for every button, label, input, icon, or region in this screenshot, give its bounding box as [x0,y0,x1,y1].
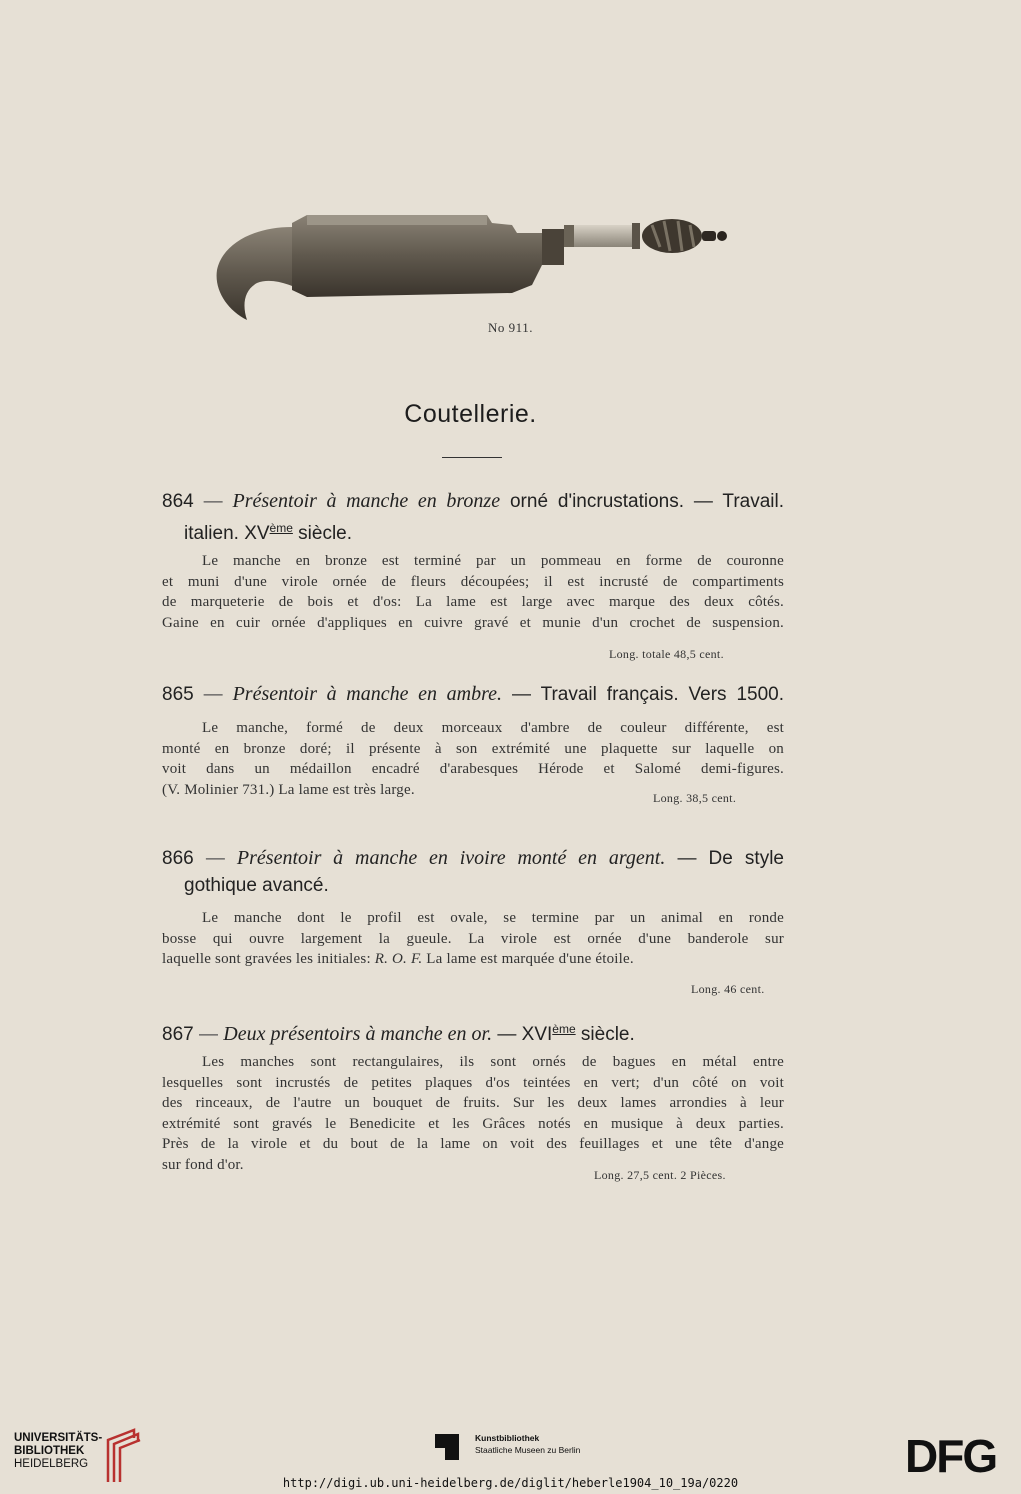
description-line: Le manche, formé de deux morceaux d'ambre de couleur différente, est [202,720,784,736]
description-line: de marqueterie de bois et d'os: La lame est large avec marque des deux côtés. [162,594,784,610]
entry-title-rest2: siècle. [580,1024,635,1045]
description-line: sur fond d'or. [162,1156,244,1173]
description-line: lesquelles sont incrustés de petites plaques d'os teintées en vert; d'un côté on voit [162,1074,784,1091]
kunstbibliothek-logo-icon [435,1434,459,1460]
museum-name: Staatliche Museen zu Berlin [475,1445,581,1455]
description-line: Le manche dont le profil est ovale, se termine par un animal en ronde [202,910,784,926]
description-line: laquelle sont gravées les initiales: R. O. F. La lame est marquée d'une étoile. [162,951,634,967]
description-line: Gaine en cuir ornée d'appliques en cuivre gravé et munie d'un crochet de suspension. [162,614,784,631]
entry-title-rest: orné d'incrustations. — Travail. [509,491,785,512]
title-rule [442,457,502,458]
entry-heading-line2: gothique avancé. [184,875,329,896]
entry-866-description [162,908,784,970]
entry-864-measure: Long. totale 48,5 cent. [609,647,724,661]
entry-heading-line2-rest: siècle. [298,523,353,544]
description-line: extrémité sont gravés le Benedicite et les Grâces notés en musique à deux parties. [162,1115,784,1132]
entry-865-description [162,718,784,800]
entry-865-measure: Long. 38,5 cent. [653,791,737,805]
description-line: Près de la virole et du bout de la lame on voit des feuillages et une tête d'ange [162,1136,784,1152]
knife-illustration [212,205,732,330]
superscript: ème [269,521,293,535]
entry-866-measure: Long. 46 cent. [691,982,765,996]
entry-number: 865 [162,684,194,705]
section-title: Coutellerie. [404,400,537,428]
entry-867-description [162,1052,784,1175]
description-line: monté en bronze doré; il présente à son extrémité une plaquette sur laquelle on [162,740,784,757]
entry-number: 867 [162,1024,194,1045]
entry-title: Présentoir à manche en ivoire monté en argent. [236,847,666,869]
entry-title: Présentoir à manche en bronze [232,490,501,512]
entry-title-rest: — De style [677,848,784,869]
description-line: Le manche en bronze est terminé par un pommeau en forme de couronne [202,553,784,569]
entry-864-description [162,551,784,633]
kunstbibliothek-name: Kunstbibliothek [475,1433,540,1443]
description-line: voit dans un médaillon encadré d'arabesques Hérode et Salomé demi-figures. [162,761,784,777]
university-library-name: UNIVERSITÄTS- BIBLIOTHEK HEIDELBERG [14,1432,103,1470]
entry-867-heading: 867 — Deux présentoirs à manche en or. — XVIème siècle. [162,1022,635,1045]
entry-title: Présentoir à manche en ambre. [232,683,503,705]
entry-866-heading: 866 — Présentoir à manche en ivoire monté en argent. — De style gothique avancé. [162,845,784,899]
entry-865-heading: 865 — Présentoir à manche en ambre. — Travail français. Vers 1500. [162,683,785,705]
figure-caption: No 911. [488,320,533,335]
description-line: et muni d'une virole ornée de fleurs découpées; il est incrusté de compartiments [162,573,784,590]
entry-864-heading: 864 — Présentoir à manche en bronze orné d'incrustations. — Travail. italien. XVème siècle. [162,490,785,544]
superscript: ème [552,1022,576,1036]
entry-title-rest: — XVI [497,1024,553,1045]
entry-867-measure: Long. 27,5 cent. 2 Pièces. [594,1168,726,1182]
dfg-logo [905,1432,1010,1477]
description-line: Les manches sont rectangulaires, ils sont ornés de bagues en métal entre [202,1054,784,1070]
dfg-logo-text: DFG [905,1432,997,1477]
entry-number: 864 [162,491,194,512]
entry-title: Deux présentoirs à manche en or. [223,1023,493,1045]
description-line: des rinceaux, de l'autre un bouquet de fruits. Sur les deux lames arrondies à leur [162,1095,784,1111]
entry-heading-line2: italien. XV [184,523,270,544]
description-line: bosse qui ouvre largement la gueule. La virole est ornée d'une banderole sur [162,930,784,947]
initials: R. O. F. [374,951,423,967]
entry-title-rest: — Travail français. Vers 1500. [511,684,785,705]
entry-number: 866 [162,848,194,869]
source-url: http://digi.ub.uni-heidelberg.de/diglit/heberle1904_10_19a/0220 [282,1476,739,1490]
description-line: (V. Molinier 731.) La lame est très large. [162,781,415,798]
